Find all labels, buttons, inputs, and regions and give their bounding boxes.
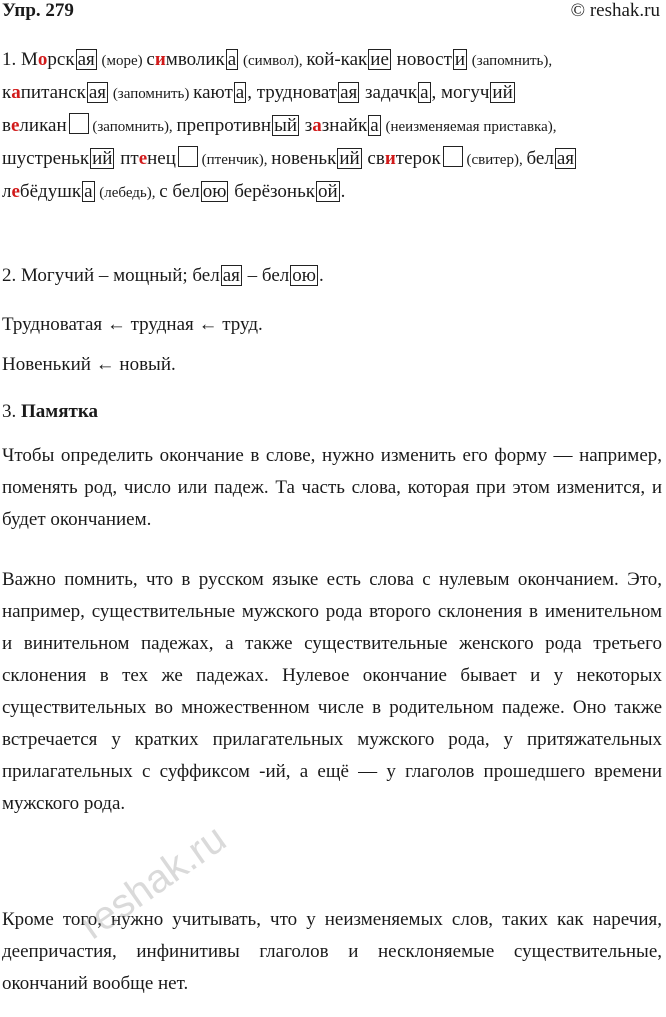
ex2-line-2: Трудноватая ← трудная ← труд. xyxy=(2,314,263,335)
word-ending: а xyxy=(420,82,429,103)
memo-paragraph-3: Кроме того, нужно учитывать, что у неизменяемых слов, таких как наречия, деепричастия, инфинитивы глаголов и несклоняемые существительные, окончаний вообще нет. xyxy=(2,909,662,994)
text-run: з xyxy=(300,115,313,136)
word-ending: а xyxy=(227,49,237,70)
text-run: 2. Могучий – мощный; бел xyxy=(2,265,220,286)
text-run: новеньк xyxy=(271,148,337,169)
text-run: знайк xyxy=(321,115,368,136)
word-ending: ая xyxy=(222,265,240,286)
word-ending: а xyxy=(84,181,93,202)
ex2-line-1 xyxy=(2,260,662,292)
hint-text: (запомнить), xyxy=(88,119,177,135)
text-run: терок xyxy=(395,148,441,169)
text-run: шустреньк xyxy=(2,148,90,169)
stressed-vowel: и xyxy=(384,148,396,169)
word-ending: ою xyxy=(202,181,227,202)
hint-text: (свитер), xyxy=(462,152,527,168)
word-ending: ый xyxy=(274,115,298,136)
word-ending: ие xyxy=(370,49,389,70)
memo-heading xyxy=(2,396,662,428)
text-run: новост xyxy=(391,49,452,70)
word-ending: и xyxy=(454,49,466,70)
hint-text: (море) xyxy=(97,53,147,69)
text-run: . xyxy=(318,265,324,286)
text-run: – бел xyxy=(242,265,290,286)
stressed-vowel: а xyxy=(312,115,322,136)
stressed-vowel: е xyxy=(11,181,20,202)
text-run: бел xyxy=(526,148,554,169)
hint-text: (птенчик), xyxy=(197,152,272,168)
ex1-line-1 xyxy=(2,44,664,77)
memo-paragraph-2: Важно помнить, что в русском языке есть слова с нулевым окончанием. Это, например, существительные мужского рода второго склонения в именительном и винительном падежах, а также существительные женского рода третьего склонения в тех же падежах. Нулевое окончание бывает и у некоторых существительных во множественном числе в родительном падеже. Оно также встречается у кратких прилагательных мужского рода, у притяжательных прилагательных с суффиксом -ий, а ещё — у глаголов прошедшего времени мужского рода. xyxy=(2,569,662,814)
ex1-line-2 xyxy=(2,77,664,110)
text-run: бёдушк xyxy=(19,181,82,202)
text-run: нец xyxy=(147,148,176,169)
stressed-vowel: а xyxy=(11,82,21,103)
word-ending: ая xyxy=(340,82,358,103)
word-ending: ая xyxy=(556,148,574,169)
memo-title: Памятка xyxy=(21,401,98,422)
word-ending: ою xyxy=(292,265,316,286)
stressed-vowel: и xyxy=(154,49,166,70)
memo-paragraph-1: Чтобы определить окончание в слове, нужно изменить его форму — например, поменять род, число или падеж. Та часть слова, которая при этом изменится, и будет окончанием. xyxy=(2,445,662,530)
zero-ending-box xyxy=(443,146,463,167)
text-run: св xyxy=(362,148,385,169)
text-run: ликан xyxy=(19,115,67,136)
text-run: в xyxy=(2,115,11,136)
ex1-line-4 xyxy=(2,143,664,176)
text-run: л xyxy=(2,181,12,202)
word-ending: а xyxy=(235,82,245,103)
exercise-1-block xyxy=(2,44,664,209)
word-ending: ий xyxy=(339,148,360,169)
zero-ending-box xyxy=(69,113,89,134)
text-run: рск xyxy=(47,49,75,70)
memo-number: 3. xyxy=(2,401,21,422)
hint-text: (запомнить), xyxy=(468,53,553,69)
hint-text: (символ), xyxy=(239,53,307,69)
text-run: , могуч xyxy=(431,82,490,103)
text-run: мволик xyxy=(165,49,225,70)
word-ending: ой xyxy=(317,181,338,202)
text-run: питанск xyxy=(20,82,86,103)
stressed-vowel: о xyxy=(37,49,48,70)
text-run: задачк xyxy=(360,82,418,103)
text-run: кают xyxy=(193,82,233,103)
text-run: с xyxy=(146,49,155,70)
watermark: reshak.ru xyxy=(72,816,235,948)
stressed-vowel: е xyxy=(138,148,148,169)
text-run: пт xyxy=(115,148,139,169)
page-header xyxy=(0,0,666,26)
text-run: 1. М xyxy=(2,49,38,70)
exercise-title: Упр. 279 xyxy=(2,0,74,21)
text-run: кой-как xyxy=(306,49,368,70)
word-ending: ий xyxy=(92,148,113,169)
hint-text: (лебедь), xyxy=(95,185,160,201)
ex1-line-5 xyxy=(2,176,664,209)
word-ending: ий xyxy=(492,82,513,103)
word-ending: ая xyxy=(77,49,95,70)
site-credit: © reshak.ru xyxy=(570,0,660,21)
hint-text: (неизменяемая приставка), xyxy=(381,119,557,135)
ex2-line-3: Новенький ← новый. xyxy=(2,354,176,375)
text-run: . xyxy=(340,181,346,202)
text-run: к xyxy=(2,82,12,103)
text-run: , трудноват xyxy=(247,82,338,103)
ex1-line-3 xyxy=(2,110,664,143)
text-run: с бел xyxy=(159,181,200,202)
zero-ending-box xyxy=(178,146,198,167)
word-ending: а xyxy=(370,115,379,136)
word-ending: ая xyxy=(88,82,107,103)
stressed-vowel: е xyxy=(10,115,20,136)
text-run: берёзоньк xyxy=(229,181,315,202)
text-run: препротивн xyxy=(176,115,272,136)
hint-text: (запомнить) xyxy=(109,86,194,102)
